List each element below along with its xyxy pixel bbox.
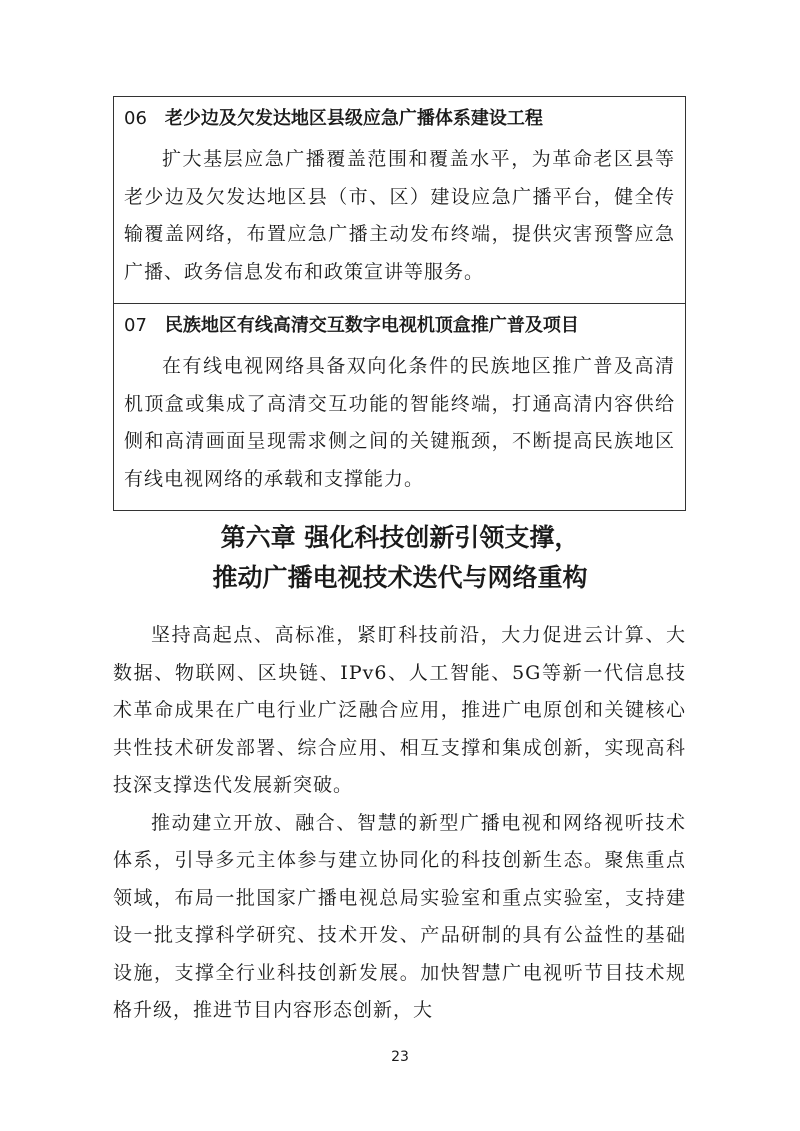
project-box-title (124, 314, 675, 338)
body-paragraph: 坚持高起点、高标准，紧盯科技前沿，大力促进云计算、大数据、物联网、区块链、IPv6、人工智能、5G等新一代信息技术革命成果在广电行业广泛融合应用，推进广电原创和关键核心共性技术研发部署、综合应用、相互支撑和集成创新，实现高科技深支撑迭代发展新突破。 (113, 624, 686, 796)
project-box-table (113, 96, 686, 511)
project-number: 06 (124, 108, 147, 129)
project-number: 07 (124, 315, 147, 336)
chapter-heading (100, 518, 700, 598)
body-paragraph: 推动建立开放、融合、智慧的新型广播电视和网络视听技术体系，引导多元主体参与建立协同化的科技创新生态。聚焦重点领域，布局一批国家广播电视总局实验室和重点实验室，支持建设一批支撑科学研究、技术开发、产品研制的具有公益性的基础设施，支撑全行业科技创新发展。加快智慧广电视听节目技术规格升级，推进节目内容形态创新，大 (113, 811, 686, 1021)
chapter-title-line-2: 推动广播电视技术迭代与网络重构 (212, 563, 588, 592)
project-box-06 (114, 97, 685, 303)
chapter-body (113, 617, 686, 1030)
project-title: 老少边及欠发达地区县级应急广播体系建设工程 (164, 108, 543, 129)
project-title: 民族地区有线高清交互数字电视机顶盒推广普及项目 (164, 315, 579, 336)
project-description: 在有线电视网络具备双向化条件的民族地区推广普及高清机顶盒或集成了高清交互功能的智能终端，打通高清内容供给侧和高清画面呈现需求侧之间的关键瓶颈，不断提高民族地区有线电视网络的承载和支撑能力。 (124, 355, 675, 490)
chapter-title-line-1: 第六章 强化科技创新引领支撑， (220, 523, 580, 552)
project-box-07 (114, 303, 685, 510)
project-description: 扩大基层应急广播覆盖范围和覆盖水平，为革命老区县等老少边及欠发达地区县（市、区）建设应急广播平台，健全传输覆盖网络，布置应急广播主动发布终端，提供灾害预警应急广播、政务信息发布和政策宣讲等服务。 (124, 148, 675, 283)
page-number: 23 (391, 1049, 409, 1065)
project-box-title (124, 107, 675, 131)
